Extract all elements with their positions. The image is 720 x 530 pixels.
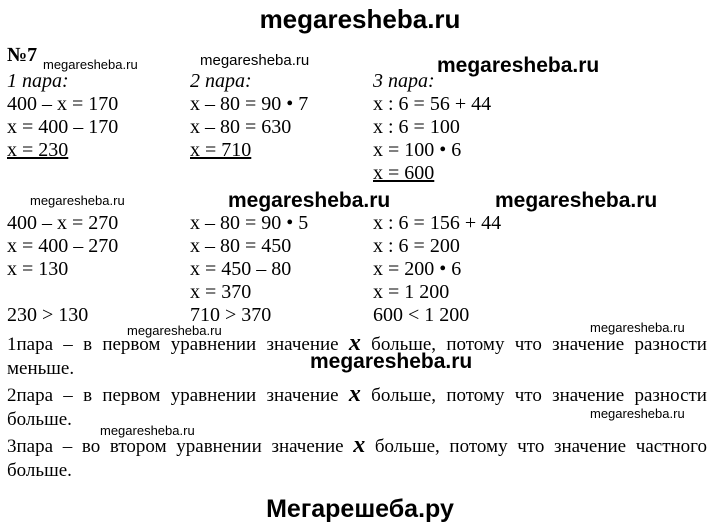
equation-line: x = 200 • 6 (373, 258, 462, 280)
equation-answer: x = 230 (7, 139, 69, 161)
comparison-text: 230 > 130 (7, 304, 89, 326)
watermark-bottom: Мегарешеба.ру (266, 495, 454, 523)
watermark-small: megaresheba.ru (590, 406, 685, 421)
comparison-2 (190, 304, 271, 327)
equation-line: x : 6 = 156 + 44 (373, 212, 502, 234)
conclusion-text: больше, потому что значение разности меньше. (7, 334, 707, 379)
equation-line: x = 400 – 170 (7, 116, 119, 138)
watermark-big: megaresheba.ru (437, 54, 600, 77)
watermark-big: megaresheba.ru (228, 189, 391, 212)
equation-line: x = 130 (7, 258, 69, 280)
pair-3-second-block (373, 212, 501, 304)
pair-label: 3 пара: (373, 70, 435, 92)
variable-x: x (348, 381, 361, 407)
equation-line: x : 6 = 100 (373, 116, 460, 138)
conclusion-text: больше, потому что значение разности больше. (7, 385, 707, 430)
watermark-small: megaresheba.ru (590, 320, 685, 335)
equation-answer: x = 710 (190, 139, 252, 161)
comparison-1 (7, 304, 88, 327)
comparison-text: 600 < 1 200 (373, 304, 470, 326)
equation-line: x – 80 = 630 (190, 116, 292, 138)
watermark-top: megaresheba.ru (259, 4, 461, 34)
conclusion-2 (7, 381, 707, 432)
equation-line: x = 450 – 80 (190, 258, 292, 280)
pair-label: 1 пара: (7, 70, 69, 92)
equation-line: x : 6 = 56 + 44 (373, 93, 492, 115)
equation-answer: x = 600 (373, 162, 435, 184)
comparison-text: 710 > 370 (190, 304, 272, 326)
conclusion-3 (7, 432, 707, 483)
variable-x: x (348, 330, 361, 356)
equation-line: x = 370 (190, 281, 252, 303)
conclusion-text: 1пара – в первом уравнении значение (7, 334, 349, 355)
pair-label: 2 пара: (190, 70, 252, 92)
watermark-small: megaresheba.ru (127, 323, 222, 338)
equation-line: x = 400 – 270 (7, 235, 119, 257)
equation-line: x – 80 = 90 • 5 (190, 212, 309, 234)
watermark-small: megaresheba.ru (43, 57, 138, 72)
equation-line: x = 1 200 (373, 281, 450, 303)
watermark-small: megaresheba.ru (200, 52, 310, 69)
equation-line: x = 100 • 6 (373, 139, 462, 161)
pair-2-block (190, 70, 308, 162)
equation-line: 400 – x = 170 (7, 93, 119, 115)
pair-3-block (373, 70, 491, 185)
conclusion-text: 3пара – во втором уравнении значение (7, 436, 354, 457)
watermark-small: megaresheba.ru (30, 193, 125, 208)
pair-1-block (7, 70, 118, 162)
conclusion-text: 2пара – в первом уравнении значение (7, 385, 349, 406)
variable-x: x (353, 432, 366, 458)
watermark-big: megaresheba.ru (495, 189, 658, 212)
equation-line: x – 80 = 450 (190, 235, 292, 257)
task-number: №7 (7, 44, 38, 66)
watermark-big: megaresheba.ru (310, 350, 473, 373)
pair-2-second-block (190, 212, 308, 304)
equation-line: 400 – x = 270 (7, 212, 119, 234)
pair-1-second-block (7, 212, 118, 281)
comparison-3 (373, 304, 469, 327)
watermark-small: megaresheba.ru (100, 423, 195, 438)
conclusion-text: больше, потому что значение частного больше. (7, 436, 707, 481)
equation-line: x – 80 = 90 • 7 (190, 93, 309, 115)
equation-line: x : 6 = 200 (373, 235, 460, 257)
